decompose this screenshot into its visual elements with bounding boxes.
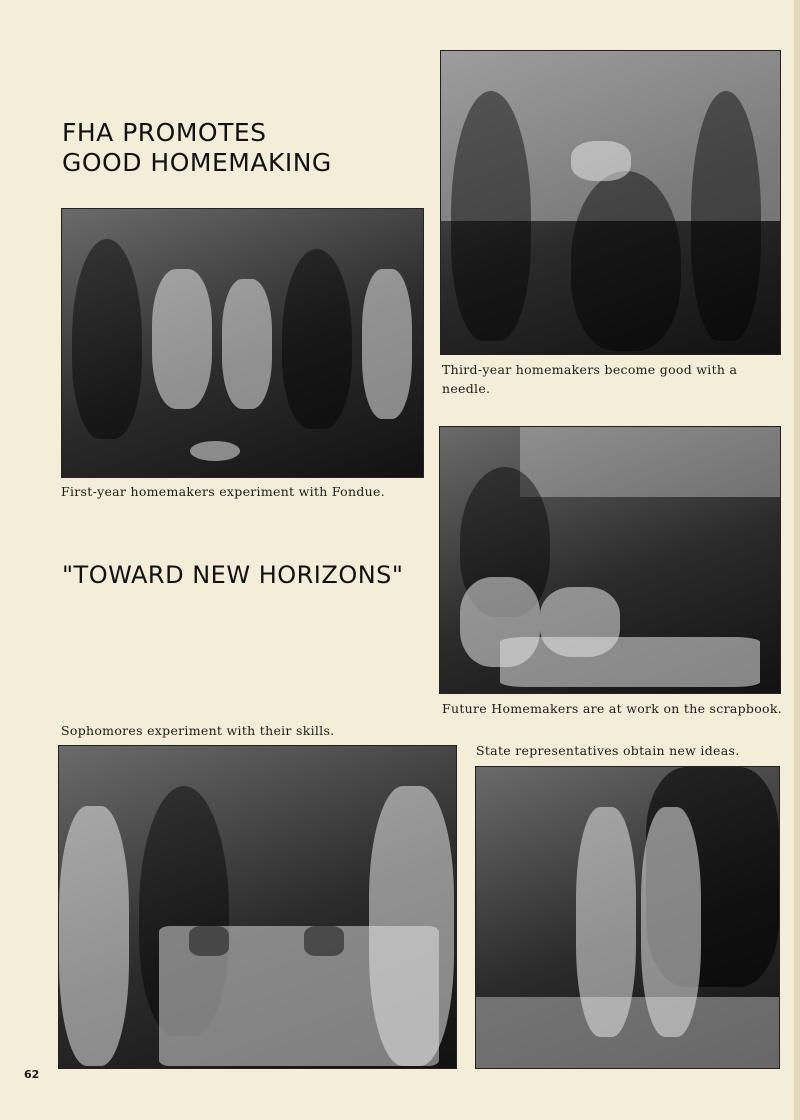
photo-fondue [61,208,424,478]
caption-sophomores: Sophomores experiment with their skills. [61,723,335,738]
photo-needle [440,50,781,355]
page-subheadline: "TOWARD NEW HORIZONS" [62,561,404,589]
photo-scrapbook [439,426,781,694]
photo-state-reps [475,766,780,1069]
caption-scrapbook: Future Homemakers are at work on the scrapbook. [442,701,782,716]
photo-sophomores [58,745,457,1069]
page-number: 62 [24,1068,40,1081]
headline-line-1: FHA PROMOTES [62,118,267,147]
page-headline [62,118,332,178]
caption-state-reps: State representatives obtain new ideas. [476,743,740,758]
headline-line-2: GOOD HOMEMAKING [62,148,332,177]
caption-fondue: First-year homemakers experiment with Fondue. [61,484,385,499]
caption-needle: Third-year homemakers become good with a needle. [442,362,738,396]
page-edge [794,0,800,1120]
